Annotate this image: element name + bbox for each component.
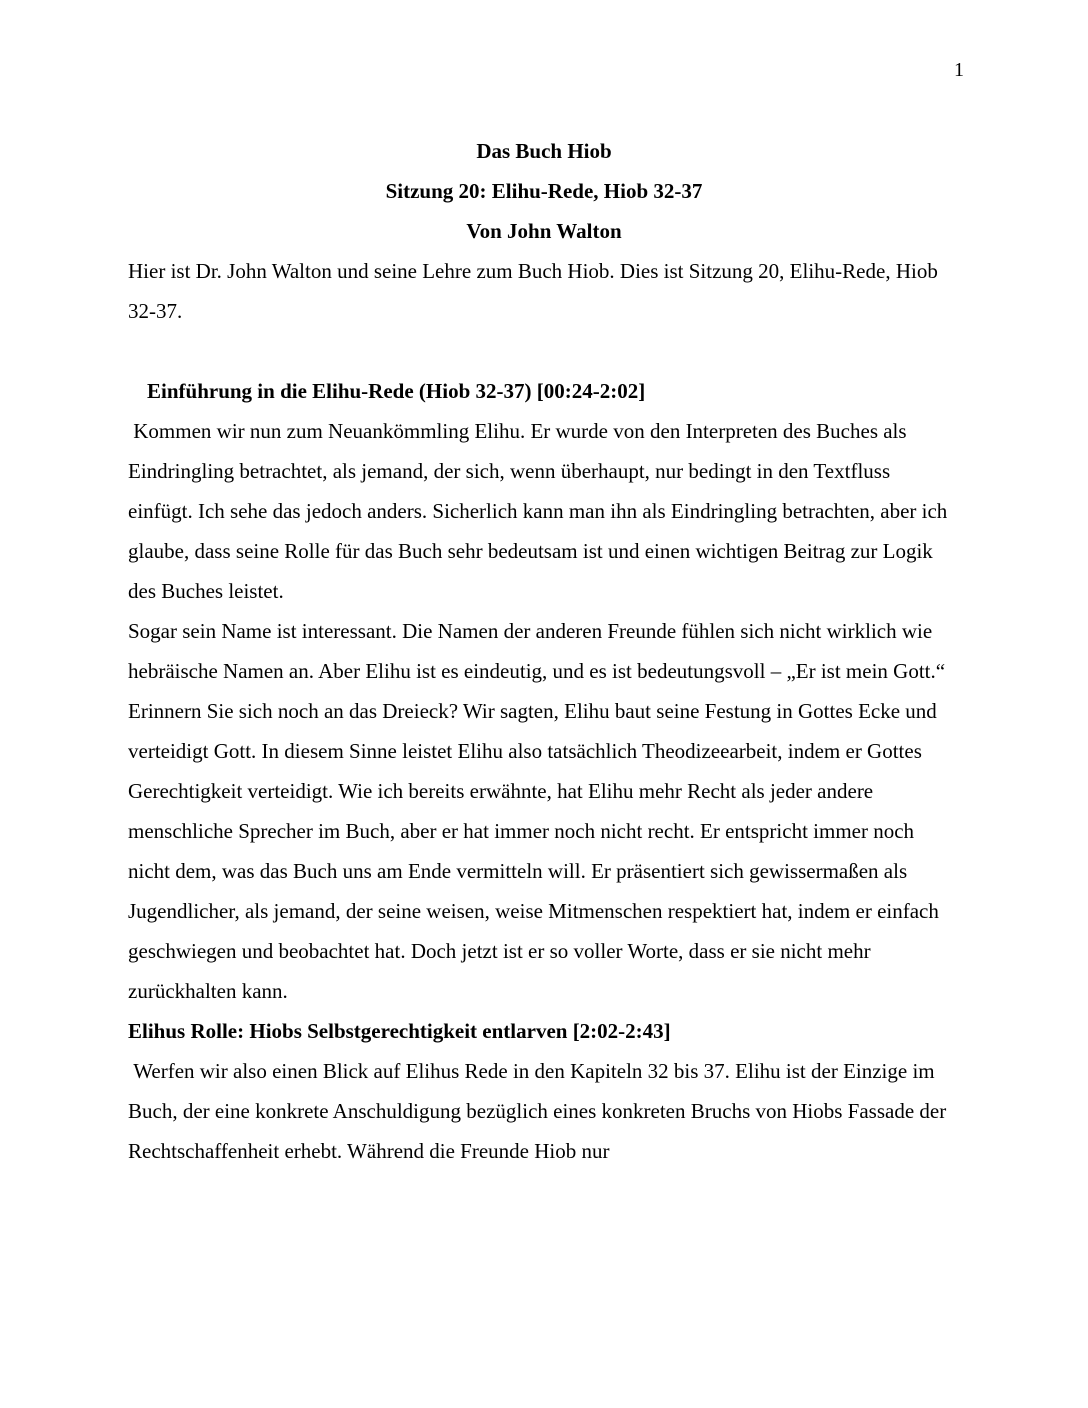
paragraph: Kommen wir nun zum Neuankömmling Elihu. Er wurde von den Interpreten des Buches als Eindringling betrachtet, als jemand, der sich, wenn überhaupt, nur bedingt in den Textfluss einfügt. Ich sehe das jedoch anders. Sicherlich kann man ihn als Eindringling betrachten, aber ich glaube, dass seine Rolle für das Buch sehr bedeutsam ist und einen wichtigen Beitrag zur Logik des Buches leistet.: [128, 419, 953, 603]
title-block: [128, 131, 960, 251]
doc-subtitle: Sitzung 20: Elihu-Rede, Hiob 32-37: [385, 179, 703, 203]
page-number: 1: [954, 59, 964, 81]
doc-title: Das Buch Hiob: [476, 139, 612, 163]
paragraph: Werfen wir also einen Blick auf Elihus Rede in den Kapiteln 32 bis 37. Elihu ist der Einzige im Buch, der eine konkrete Anschuldigung bezüglich eines konkreten Bruchs von Hiobs Fassade der Rechtschaffenheit erhebt. Während die Freunde Hiob nur: [128, 1059, 952, 1163]
section-heading-einfuehrung: Einführung in die Elihu-Rede (Hiob 32-37) [00:24-2:02]: [147, 379, 646, 403]
intro-paragraph: Hier ist Dr. John Walton und seine Lehre zum Buch Hiob. Dies ist Sitzung 20, Elihu-Rede, Hiob 32-37.: [128, 259, 944, 323]
paragraph: Erinnern Sie sich noch an das Dreieck? Wir sagten, Elihu baut seine Festung in Gottes Ecke und verteidigt Gott. In diesem Sinne leistet Elihu also tatsächlich Theodizeearbeit, indem er Gottes Gerechtigkeit verteidigt. Wie ich bereits erwähnte, hat Elihu mehr Recht als jeder andere menschliche Sprecher im Buch, aber er hat immer noch nicht recht. Er entspricht immer noch nicht dem, was das Buch uns am Ende vermitteln will. Er präsentiert sich gewissermaßen als Jugendlicher, als jemand, der seine weisen, weise Mitmenschen respektiert hat, indem er einfach geschwiegen und beobachtet hat. Doch jetzt ist er so voller Worte, dass er sie nicht mehr zurückhalten kann.: [128, 699, 945, 1003]
paragraph: Sogar sein Name ist interessant. Die Namen der anderen Freunde fühlen sich nicht wirklich wie hebräische Namen an. Aber Elihu ist es eindeutig, und es ist bedeutungsvoll – „Er ist mein Gott.“: [128, 619, 946, 683]
section-heading-elihus-rolle: Elihus Rolle: Hiobs Selbstgerechtigkeit entlarven [2:02-2:43]: [128, 1019, 671, 1043]
doc-author: Von John Walton: [466, 219, 622, 243]
document-content: [128, 131, 960, 1171]
